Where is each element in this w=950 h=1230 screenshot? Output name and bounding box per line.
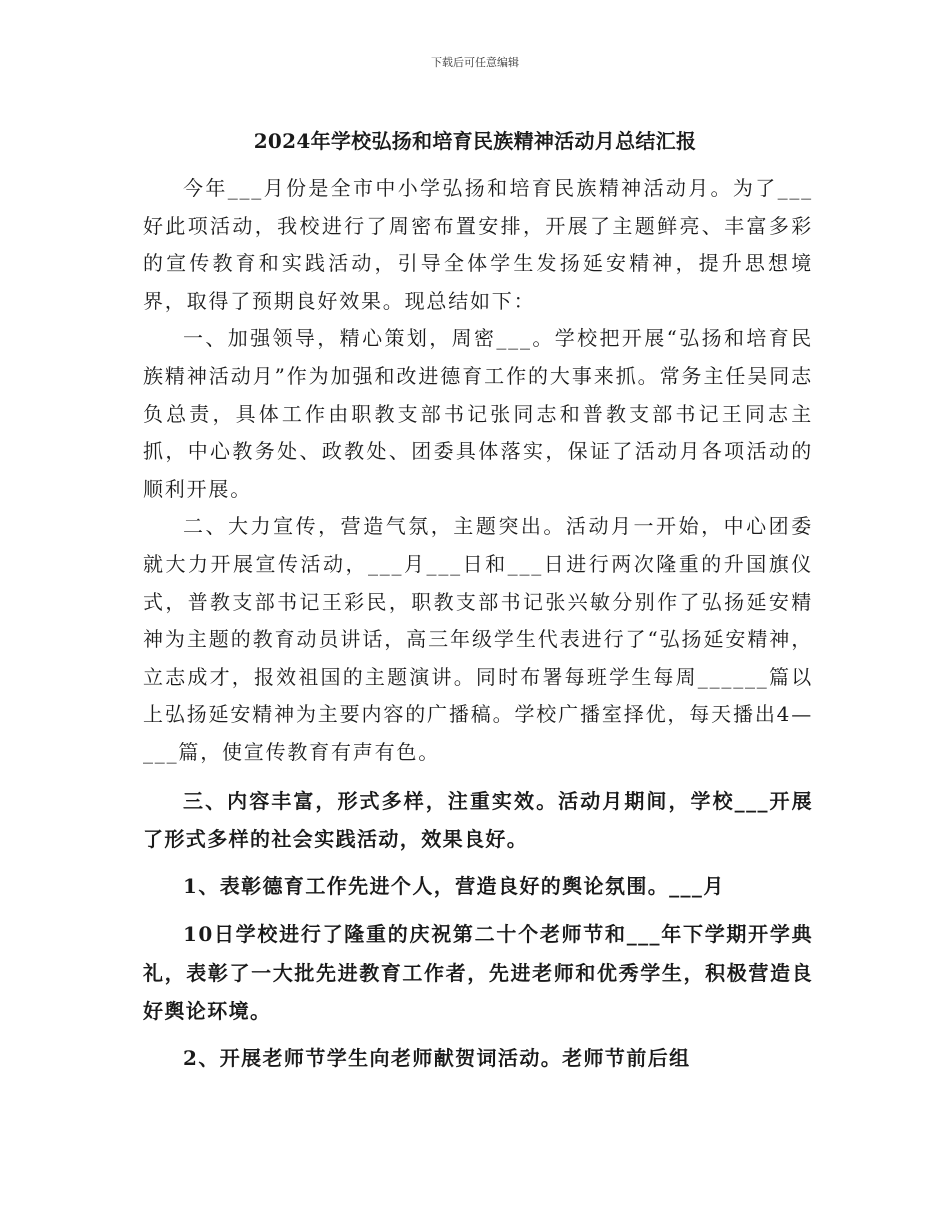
paragraph-item-1: 1、表彰德育工作先进个人，营造良好的舆论氛围。___月 (183, 874, 725, 899)
header-note: 下载后可任意编辑 (431, 56, 519, 69)
paragraph-section-3: 三、内容丰富，形式多样，注重实效。活动月期间，学校___开展了形式多样的社会实践活动，效果良好。 (143, 788, 813, 851)
paragraph-section-2: 二、大力宣传，营造气氛，主题突出。活动月一开始，中心团委就大力开展宣传活动，___月___日和___日进行两次隆重的升国旗仪式，普教支部书记王彩民，职教支部书记张兴敏分别作了弘扬延安精神为主题的教育动员讲话，高三年级学生代表进行了“弘扬延安精神，立志成才，报效祖国的主题演讲。同时布署每班学生每周______篇以上弘扬延安精神为主要内容的广播稿。学校广播室择优，每天播出4—___篇，使宣传教育有声有色。 (143, 514, 813, 764)
paragraph-item-1-continued: 10日学校进行了隆重的庆祝第二十个老师节和___年下学期开学典礼，表彰了一大批先进教育工作者，先进老师和优秀学生，积极营造良好舆论环境。 (143, 922, 813, 1023)
paragraph-section-1: 一、加强领导，精心策划，周密___。学校把开展“弘扬和培育民族精神活动月”作为加强和改进德育工作的大事来抓。常务主任吴同志负总责，具体工作由职教支部书记张同志和普教支部书记王同志主抓，中心教务处、政教处、团委具体落实，保证了活动月各项活动的顺利开展。 (143, 326, 813, 501)
paragraph-item-2: 2、开展老师节学生向老师献贺词活动。老师节前后组 (183, 1046, 691, 1071)
paragraph-intro: 今年___月份是全市中小学弘扬和培育民族精神活动月。为了___好此项活动，我校进行了周密布置安排，开展了主题鲜亮、丰富多彩的宣传教育和实践活动，引导全体学生发扬延安精神，提升思想境界，取得了预期良好效果。现总结如下： (143, 176, 813, 313)
document-body (143, 170, 813, 1078)
document-title: 2024年学校弘扬和培育民族精神活动月总结汇报 (253, 129, 697, 153)
